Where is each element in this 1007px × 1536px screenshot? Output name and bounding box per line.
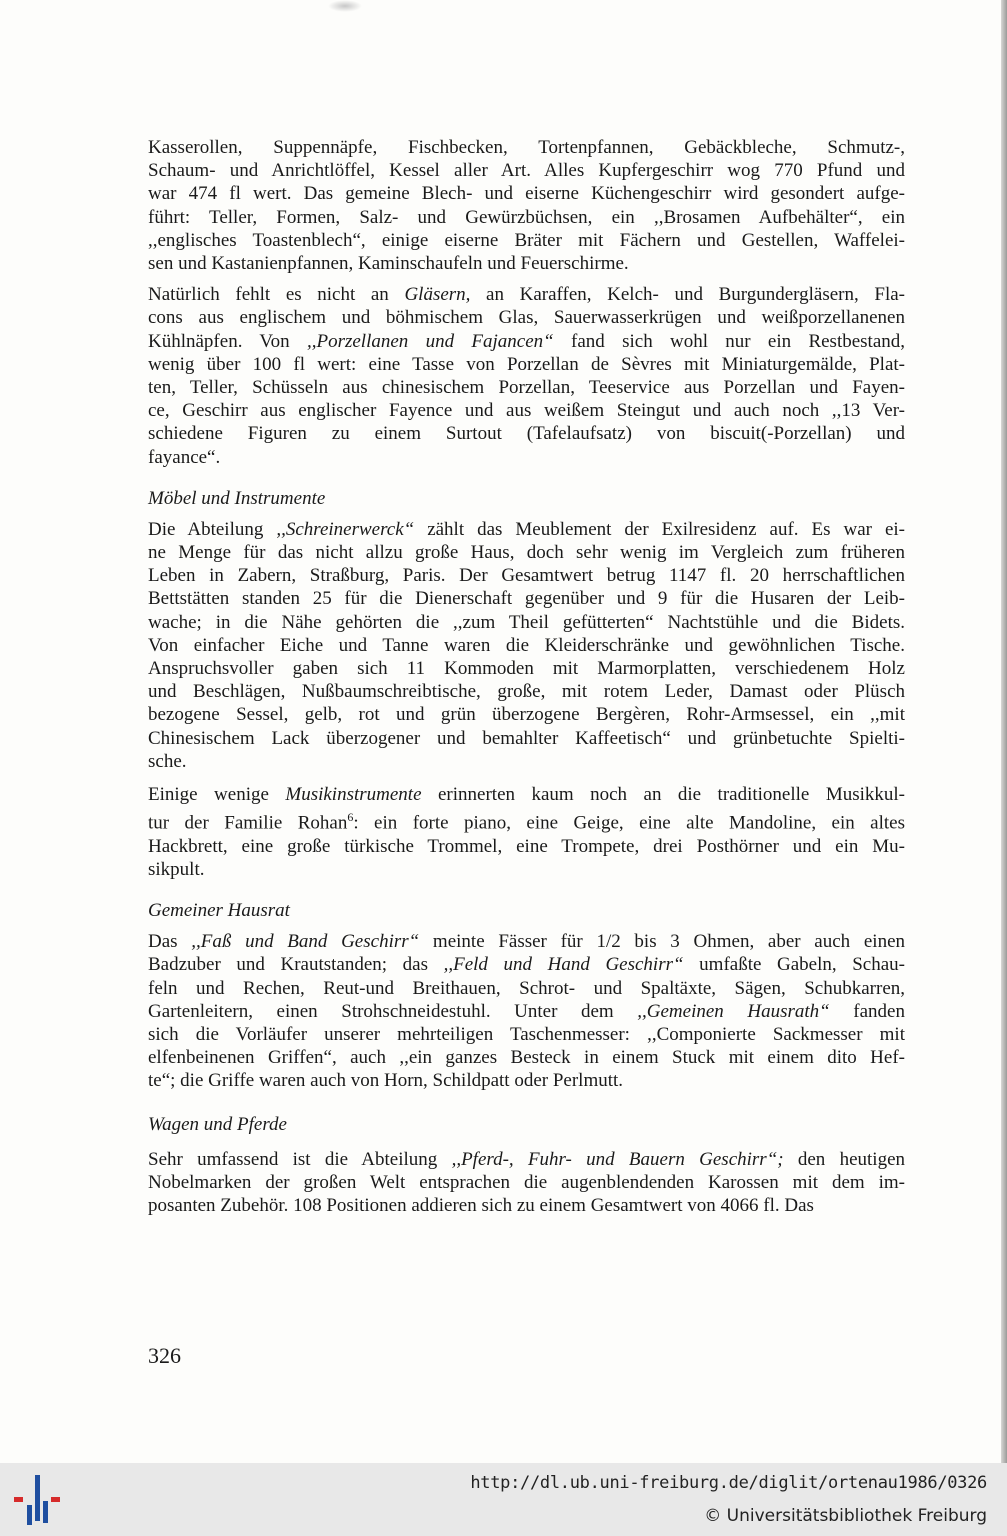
text-line: sen und Kastanienpfannen, Kaminschaufeln und Feuerschirme. bbox=[148, 253, 629, 275]
page-body bbox=[148, 136, 905, 1217]
text-line: Von einfacher Eiche und Tanne waren die Kleiderschränke und gewöhnlichen Tische. bbox=[148, 634, 905, 656]
paragraph-carriages bbox=[148, 1148, 905, 1218]
text-line: schiedene Figuren zu einem Surtout (Tafelaufsatz) von biscuit(-Porzellan) und bbox=[148, 423, 905, 445]
text-line: Nobelmarken der großen Welt entsprachen die augenblendenden Karossen mit dem im- bbox=[148, 1171, 905, 1193]
source-url-link[interactable]: http://dl.ub.uni-freiburg.de/diglit/ortenau1986/0326 bbox=[470, 1473, 987, 1493]
text-line: Schaum- und Anrichtlöffel, Kessel aller Art. Alles Kupfergeschirr wog 770 Pfund und bbox=[148, 160, 905, 182]
text-line: führt: Teller, Formen, Salz- und Gewürzbüchsen, ein ,,Brosamen Aufbehälter“, ein bbox=[148, 206, 905, 228]
italic-term: ,,Feld und Hand Geschirr“ bbox=[443, 954, 684, 976]
italic-term: ,,Porzellanen und Fajancen“ bbox=[306, 330, 554, 352]
text-line: tur der Familie Rohan$^6$: ein forte piano, eine Geige, eine alte Mandoline, ein altes bbox=[148, 810, 905, 834]
italic-term: ,,Gemeinen Hausrath“ bbox=[637, 1000, 830, 1022]
paragraph-glass-porcelain bbox=[148, 283, 905, 469]
italic-term: Musikinstrumente bbox=[285, 784, 422, 806]
paragraph-instruments bbox=[148, 783, 905, 881]
text-line: feln und Rechen, Reut-und Breithauen, Schrot- und Spaltäxte, Sägen, Schubkarren, bbox=[148, 977, 905, 999]
text-line: te“; die Griffe waren auch von Horn, Schildpatt oder Perlmutt. bbox=[148, 1070, 624, 1092]
text-line: sche. bbox=[148, 750, 187, 772]
text-line: bezogene Sessel, gelb, rot und grün überzogene Bergèren, Rohr-Armsessel, ein ,,mit bbox=[148, 704, 905, 726]
page-number: 326 bbox=[148, 1343, 181, 1368]
text-line: Kasserollen, Suppennäpfe, Fischbecken, Tortenpfannen, Gebäckbleche, Schmutz-, bbox=[148, 137, 905, 158]
scan-artifact bbox=[328, 0, 362, 12]
text-line: wenig über 100 fl wert: eine Tasse von Porzellan de Sèvres mit Miniaturgemälde, Plat- bbox=[148, 353, 905, 375]
text-line: Kühlnäpfen. Von ,,Porzellanen und Fajancen“ fand sich wohl nur ein Restbestand, bbox=[148, 330, 906, 352]
section-heading-household: Gemeiner Hausrat bbox=[148, 900, 290, 922]
text-line: ten, Teller, Schüsseln aus chinesischem Porzellan, Teeservice aus Porzellan und Fayen- bbox=[148, 377, 905, 399]
italic-term: ,,Schreinerwerck“ bbox=[276, 518, 415, 540]
italic-term: Gläsern, bbox=[404, 284, 471, 306]
text-line: ce, Geschirr aus englischer Fayence und aus weißem Steingut und auch noch ,,13 Ver- bbox=[148, 400, 905, 422]
text-line: wache; in die Nähe gehörten die ,,zum Theil gefütterten“ Nachtstühle und die Bidets. bbox=[148, 611, 905, 633]
section-heading-furniture: Möbel und Instrumente bbox=[148, 487, 326, 509]
text-line: posanten Zubehör. 108 Positionen addieren sich zu einem Gesamtwert von 4066 fl. Das bbox=[148, 1195, 814, 1217]
text-line: Natürlich fehlt es nicht an Gläsern, an Karaffen, Kelch- und Burgundergläsern, Fla- bbox=[148, 284, 905, 306]
text-line: Hackbrett, eine große türkische Trommel, eine Trompete, drei Posthörner und ein Mu- bbox=[148, 835, 905, 857]
footer-bar bbox=[0, 1463, 1007, 1536]
text-line: Die Abteilung ,,Schreinerwerck“ zählt das Meublement der Exilresidenz auf. Es war ei- bbox=[148, 518, 905, 540]
text-line: Einige wenige Musikinstrumente erinnerten kaum noch an die traditionelle Musikkul- bbox=[148, 784, 905, 806]
paragraph-household bbox=[148, 930, 905, 1092]
paragraph-furniture bbox=[148, 518, 905, 773]
paragraph-kitchenware bbox=[148, 136, 905, 275]
text-line: und Beschlägen, Nußbaumschreibtische, große, mit rotem Leder, Damast oder Plüsch bbox=[148, 681, 905, 703]
text-line: Leben in Zabern, Straßburg, Paris. Der Gesamtwert betrug 1147 fl. 20 herrschaftlichen bbox=[148, 565, 905, 587]
text-line: Gartenleitern, einen Strohschneidestuhl. Unter dem ,,Gemeinen Hausrath“ fanden bbox=[148, 1000, 905, 1022]
text-line: Sehr umfassend ist die Abteilung ,,Pferd-, Fuhr- und Bauern Geschirr“; den heutigen bbox=[148, 1148, 906, 1170]
section-heading-carriages: Wagen und Pferde bbox=[148, 1113, 287, 1135]
ub-freiburg-logo-icon[interactable] bbox=[11, 1475, 63, 1525]
page-edge-shadow bbox=[1001, 0, 1007, 1463]
italic-term: ,,Pferd-, Fuhr- und Bauern Geschirr“; bbox=[451, 1148, 784, 1170]
text-line: Badzuber und Krautstanden; das ,,Feld und Hand Geschirr“ umfaßte Gabeln, Schau- bbox=[148, 954, 905, 976]
text-line: ne Menge für das nicht allzu große Haus, doch sehr wenig im Vergleich zum früheren bbox=[148, 542, 905, 564]
text-line: cons aus englischem und böhmischem Glas, Sauerwasserkrügen und weißporzellanenen bbox=[148, 307, 905, 329]
text-line: Chinesischem Lack überzogener und bemahlter Kaffeetisch“ und grünbetuchte Spielti- bbox=[148, 727, 905, 749]
text-line: fayance“. bbox=[148, 446, 221, 468]
text-line: elfenbeinenen Griffen“, auch ,,ein ganzes Besteck in einem Stuck mit einem dito Hef- bbox=[148, 1047, 905, 1069]
footnote-marker: 6 bbox=[347, 810, 354, 825]
text-line: sich die Vorläufer unserer mehrteiligen Taschenmesser: ,,Componierte Sackmesser mit bbox=[148, 1024, 905, 1046]
text-line: ,,englisches Toastenblech“, einige eiserne Bräter mit Fächern und Gestellen, Waffelei- bbox=[148, 229, 905, 251]
text-line: war 474 fl wert. Das gemeine Blech- und eiserne Küchengeschirr wird gesondert aufge- bbox=[148, 183, 905, 205]
copyright-text: © Universitätsbibliothek Freiburg bbox=[704, 1506, 987, 1526]
text-line: Anspruchsvoller gaben sich 11 Kommoden mit Marmorplatten, verschiedenem Holz bbox=[148, 658, 905, 680]
italic-term: ,,Faß und Band Geschirr“ bbox=[191, 931, 420, 953]
text-line: Bettstätten standen 25 für die Dienerschaft gegenüber und 9 für die Husaren der Leib- bbox=[148, 588, 905, 610]
text-line: Das ,,Faß und Band Geschirr“ meinte Fässer für 1/2 bis 3 Ohmen, aber auch einen bbox=[148, 931, 906, 953]
text-line: sikpult. bbox=[148, 859, 205, 881]
